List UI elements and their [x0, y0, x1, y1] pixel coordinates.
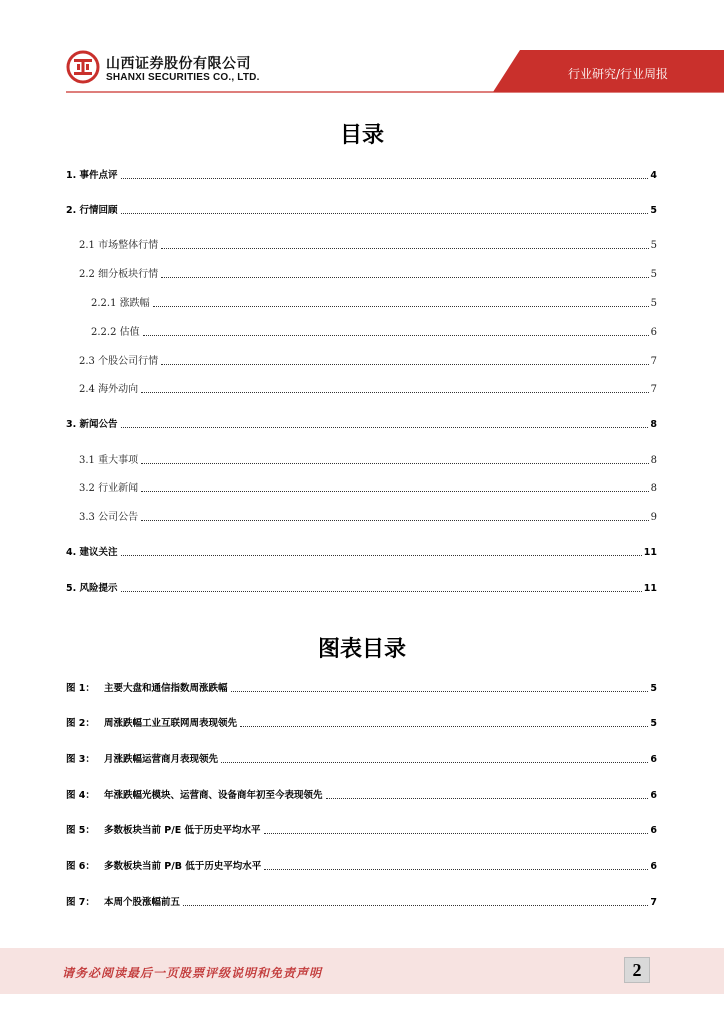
dot-leader — [161, 248, 649, 249]
figure-entry-page: 6 — [650, 790, 657, 801]
figure-entry-page: 6 — [650, 825, 657, 836]
figure-list-title: 图表目录 — [317, 637, 406, 662]
figure-entry-number: 图 1： — [66, 683, 95, 694]
toc-entry-label: 5. 风险提示 — [66, 583, 118, 594]
dot-leader — [121, 213, 649, 214]
toc-entry[interactable] — [66, 238, 657, 252]
toc-entry-label: 2.4 海外动向 — [79, 384, 139, 395]
page-header — [0, 0, 724, 100]
toc-entry[interactable] — [66, 267, 657, 281]
toc-entry-label: 1. 事件点评 — [66, 170, 118, 181]
figure-entry[interactable] — [66, 716, 657, 730]
dot-leader — [143, 335, 649, 336]
toc-entry-page: 5 — [650, 205, 657, 216]
toc-entry[interactable] — [66, 417, 657, 431]
dot-leader — [121, 591, 642, 592]
toc-entry-label: 3.1 重大事项 — [79, 455, 139, 466]
dot-leader — [161, 364, 649, 365]
toc-entry[interactable] — [66, 510, 657, 524]
dot-leader — [121, 427, 649, 428]
toc-entry-page: 5 — [650, 298, 657, 309]
toc-entry-label: 3.2 行业新闻 — [79, 483, 139, 494]
figure-entry-page: 5 — [650, 718, 657, 729]
toc-entry-page: 11 — [643, 547, 657, 558]
figure-entry-page: 6 — [650, 754, 657, 765]
dot-leader — [326, 798, 649, 799]
figure-entry[interactable] — [66, 681, 657, 695]
toc-entry[interactable] — [66, 581, 657, 595]
figure-entry[interactable] — [66, 859, 657, 873]
page-footer — [0, 948, 724, 994]
toc-entry-label: 2.2.1 涨跌幅 — [91, 298, 150, 309]
figure-entry-number: 图 4： — [66, 790, 95, 801]
dot-leader — [153, 306, 649, 307]
page-number: 2 — [624, 957, 650, 983]
figure-entry-label: 年涨跌幅光模块、运营商、设备商年初至今表现领先 — [104, 790, 323, 801]
figure-entry-number: 图 5： — [66, 825, 95, 836]
dot-leader — [141, 520, 649, 521]
toc-entry-page: 7 — [650, 356, 657, 367]
figure-entry[interactable] — [66, 788, 657, 802]
toc-entry-page: 8 — [650, 419, 657, 430]
toc-entry[interactable] — [66, 382, 657, 396]
dot-leader — [183, 905, 648, 906]
dot-leader — [121, 555, 642, 556]
toc-entry-label: 2.1 市场整体行情 — [79, 240, 159, 251]
toc-entry-page: 4 — [650, 170, 657, 181]
figure-entry-label: 主要大盘和通信指数周涨跌幅 — [104, 683, 228, 694]
figure-entry-label: 本周个股涨幅前五 — [104, 897, 181, 908]
figure-entry-number: 图 3： — [66, 754, 95, 765]
company-name-en: SHANXI SECURITIES CO., LTD. — [106, 72, 260, 83]
shanxi-securities-logo-icon — [66, 50, 100, 84]
toc-entry-page: 9 — [650, 512, 657, 523]
figure-entry[interactable] — [66, 752, 657, 766]
toc-entry-page: 8 — [650, 455, 657, 466]
toc-entry[interactable] — [66, 325, 657, 339]
dot-leader — [240, 726, 648, 727]
figure-entry-label: 周涨跌幅工业互联网周表现领先 — [104, 718, 238, 729]
figure-entry[interactable] — [66, 823, 657, 837]
toc-entry[interactable] — [66, 296, 657, 310]
toc-entry[interactable] — [66, 481, 657, 495]
figure-entry-number: 图 7： — [66, 897, 95, 908]
toc-entry-label: 2.2 细分板块行情 — [79, 269, 159, 280]
figure-entry[interactable] — [66, 895, 657, 909]
company-name-cn: 山西证券股份有限公司 — [106, 56, 251, 72]
dot-leader — [121, 178, 649, 179]
dot-leader — [161, 277, 649, 278]
toc-entry-page: 8 — [650, 483, 657, 494]
dot-leader — [264, 869, 648, 870]
toc-title: 目录 — [339, 123, 384, 148]
dot-leader — [221, 762, 648, 763]
toc-entry-page: 5 — [650, 269, 657, 280]
toc-entry-page: 11 — [643, 583, 657, 594]
figure-entry-label: 多数板块当前 P/B 低于历史平均水平 — [104, 861, 262, 872]
header-band — [0, 0, 724, 100]
dot-leader — [141, 463, 649, 464]
dot-leader — [264, 833, 649, 834]
dot-leader — [141, 392, 649, 393]
dot-leader — [141, 491, 649, 492]
dot-leader — [231, 691, 649, 692]
toc-entry-page: 6 — [650, 327, 657, 338]
toc-entry-label: 2.3 个股公司行情 — [79, 356, 159, 367]
figure-entry-number: 图 6： — [66, 861, 95, 872]
figure-entry-label: 月涨跌幅运营商月表现领先 — [104, 754, 219, 765]
toc-entry-label: 2. 行情回顾 — [66, 205, 118, 216]
toc-entry[interactable] — [66, 203, 657, 217]
toc-entry-label: 3.3 公司公告 — [79, 512, 139, 523]
toc-entry-page: 7 — [650, 384, 657, 395]
toc-entry[interactable] — [66, 453, 657, 467]
toc-entry[interactable] — [66, 545, 657, 559]
report-category: 行业研究/行业周报 — [567, 67, 668, 81]
figure-entry-number: 图 2： — [66, 718, 95, 729]
figure-entry-page: 6 — [650, 861, 657, 872]
figure-entry-page: 7 — [650, 897, 657, 908]
toc-entry[interactable] — [66, 168, 657, 182]
figure-entry-label: 多数板块当前 P/E 低于历史平均水平 — [104, 825, 261, 836]
toc-entry[interactable] — [66, 354, 657, 368]
toc-entry-label: 2.2.2 估值 — [91, 327, 140, 338]
toc-entry-label: 3. 新闻公告 — [66, 419, 118, 430]
toc-entry-label: 4. 建议关注 — [66, 547, 118, 558]
toc-entry-page: 5 — [650, 240, 657, 251]
figure-entry-page: 5 — [650, 683, 657, 694]
disclaimer-notice: 请务必阅读最后一页股票评级说明和免责声明 — [62, 966, 323, 980]
